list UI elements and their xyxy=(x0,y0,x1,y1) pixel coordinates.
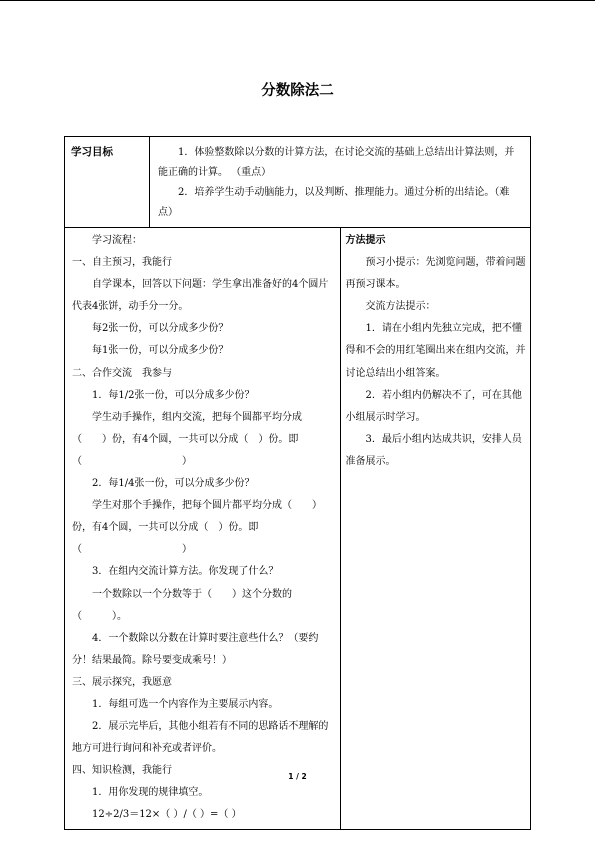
flow-line: 一个数除以一个分数等于（ ）这个分数的（ ）。 xyxy=(72,588,292,622)
goal-item: 1．体验整数除以分数的计算方法，在讨论交流的基础上总结出计算法则，并能正确的计算。 （重点） xyxy=(158,147,515,178)
flow-line: 1．每组可选一个内容作为主要展示内容。 xyxy=(92,698,279,710)
section-heading: 三、展示探究，我愿意 xyxy=(72,676,172,688)
tip-line: 2．若小组内仍解决不了，可在其他小组展示时学习。 xyxy=(345,389,522,423)
formula-line: 12÷2/3＝12×（ ）/（ ）=（ ） xyxy=(92,809,242,821)
section-heading: 四、知识检测，我能行 xyxy=(72,765,172,777)
flow-line: 4．一个数除以分数在计算时要注意些什么？（要约分！结果最简。除号要变成乘号！） xyxy=(72,632,319,666)
flow-line: 1．用你发现的规律填空。 xyxy=(92,787,209,799)
goals-label-cell xyxy=(65,137,150,228)
header-rule xyxy=(0,0,595,1)
learning-flow xyxy=(65,228,341,830)
section-heading: 一、自主预习，我能行 xyxy=(72,257,172,269)
tip-line: 预习小提示：先浏览问题，带着问题再预习课本。 xyxy=(345,257,526,291)
flow-line: 每1张一份，可以分成多少份？ xyxy=(92,345,229,357)
section-heading: 二、合作交流 我参与 xyxy=(72,367,172,379)
lesson-table xyxy=(64,136,531,830)
flow-heading: 学习流程： xyxy=(92,235,142,246)
flow-line: 2．每1/4张一份，可以分成多少份？ xyxy=(92,478,255,490)
tips-heading: 方法提示 xyxy=(345,235,386,246)
flow-line: 1．每1/2张一份，可以分成多少份？ xyxy=(92,389,255,401)
goals-content xyxy=(150,137,531,228)
method-tips xyxy=(340,228,531,830)
flow-line: 学生对那个手操作，把每个圆片都平均分成（ ）份，有4个圆，一共可以分成（ ）份。即（ ） xyxy=(72,500,322,556)
flow-line: 每2张一份，可以分成多少份？ xyxy=(92,323,229,335)
flow-line: 自学课本，回答以下问题：学生拿出准备好的4个圆片代表4张饼，动手分一分。 xyxy=(72,279,329,313)
flow-line: 3．在组内交流计算方法。你发现了什么？ xyxy=(92,566,279,578)
page-title: 分数除法二 xyxy=(261,83,334,99)
flow-line: 2．展示完毕后，其他小组若有不同的思路话不理解的地方可进行询问和补充或者评价。 xyxy=(72,721,329,755)
flow-row xyxy=(65,228,531,830)
tip-line: 交流方法提示： xyxy=(365,301,436,313)
flow-line: 学生动手操作，组内交流，把每个圆都平均分成（ ）份，有4个圆，一共可以分成（ ）份。即（ ） xyxy=(72,411,302,467)
tip-line: 1．请在小组内先独立完成，把不懂得和不会的用红笔圈出来在组内交流，并讨论总结出小组答案。 xyxy=(345,323,526,379)
goals-row xyxy=(65,137,531,228)
page-number: 1 / 2 xyxy=(288,772,307,781)
tip-line: 3．最后小组内达成共识，安排人员准备展示。 xyxy=(345,433,522,467)
goals-label: 学习目标 xyxy=(71,146,113,158)
goal-item: 2．培养学生动手动脑能力，以及判断、推理能力。通过分析的出结论。（难点） xyxy=(158,187,510,218)
